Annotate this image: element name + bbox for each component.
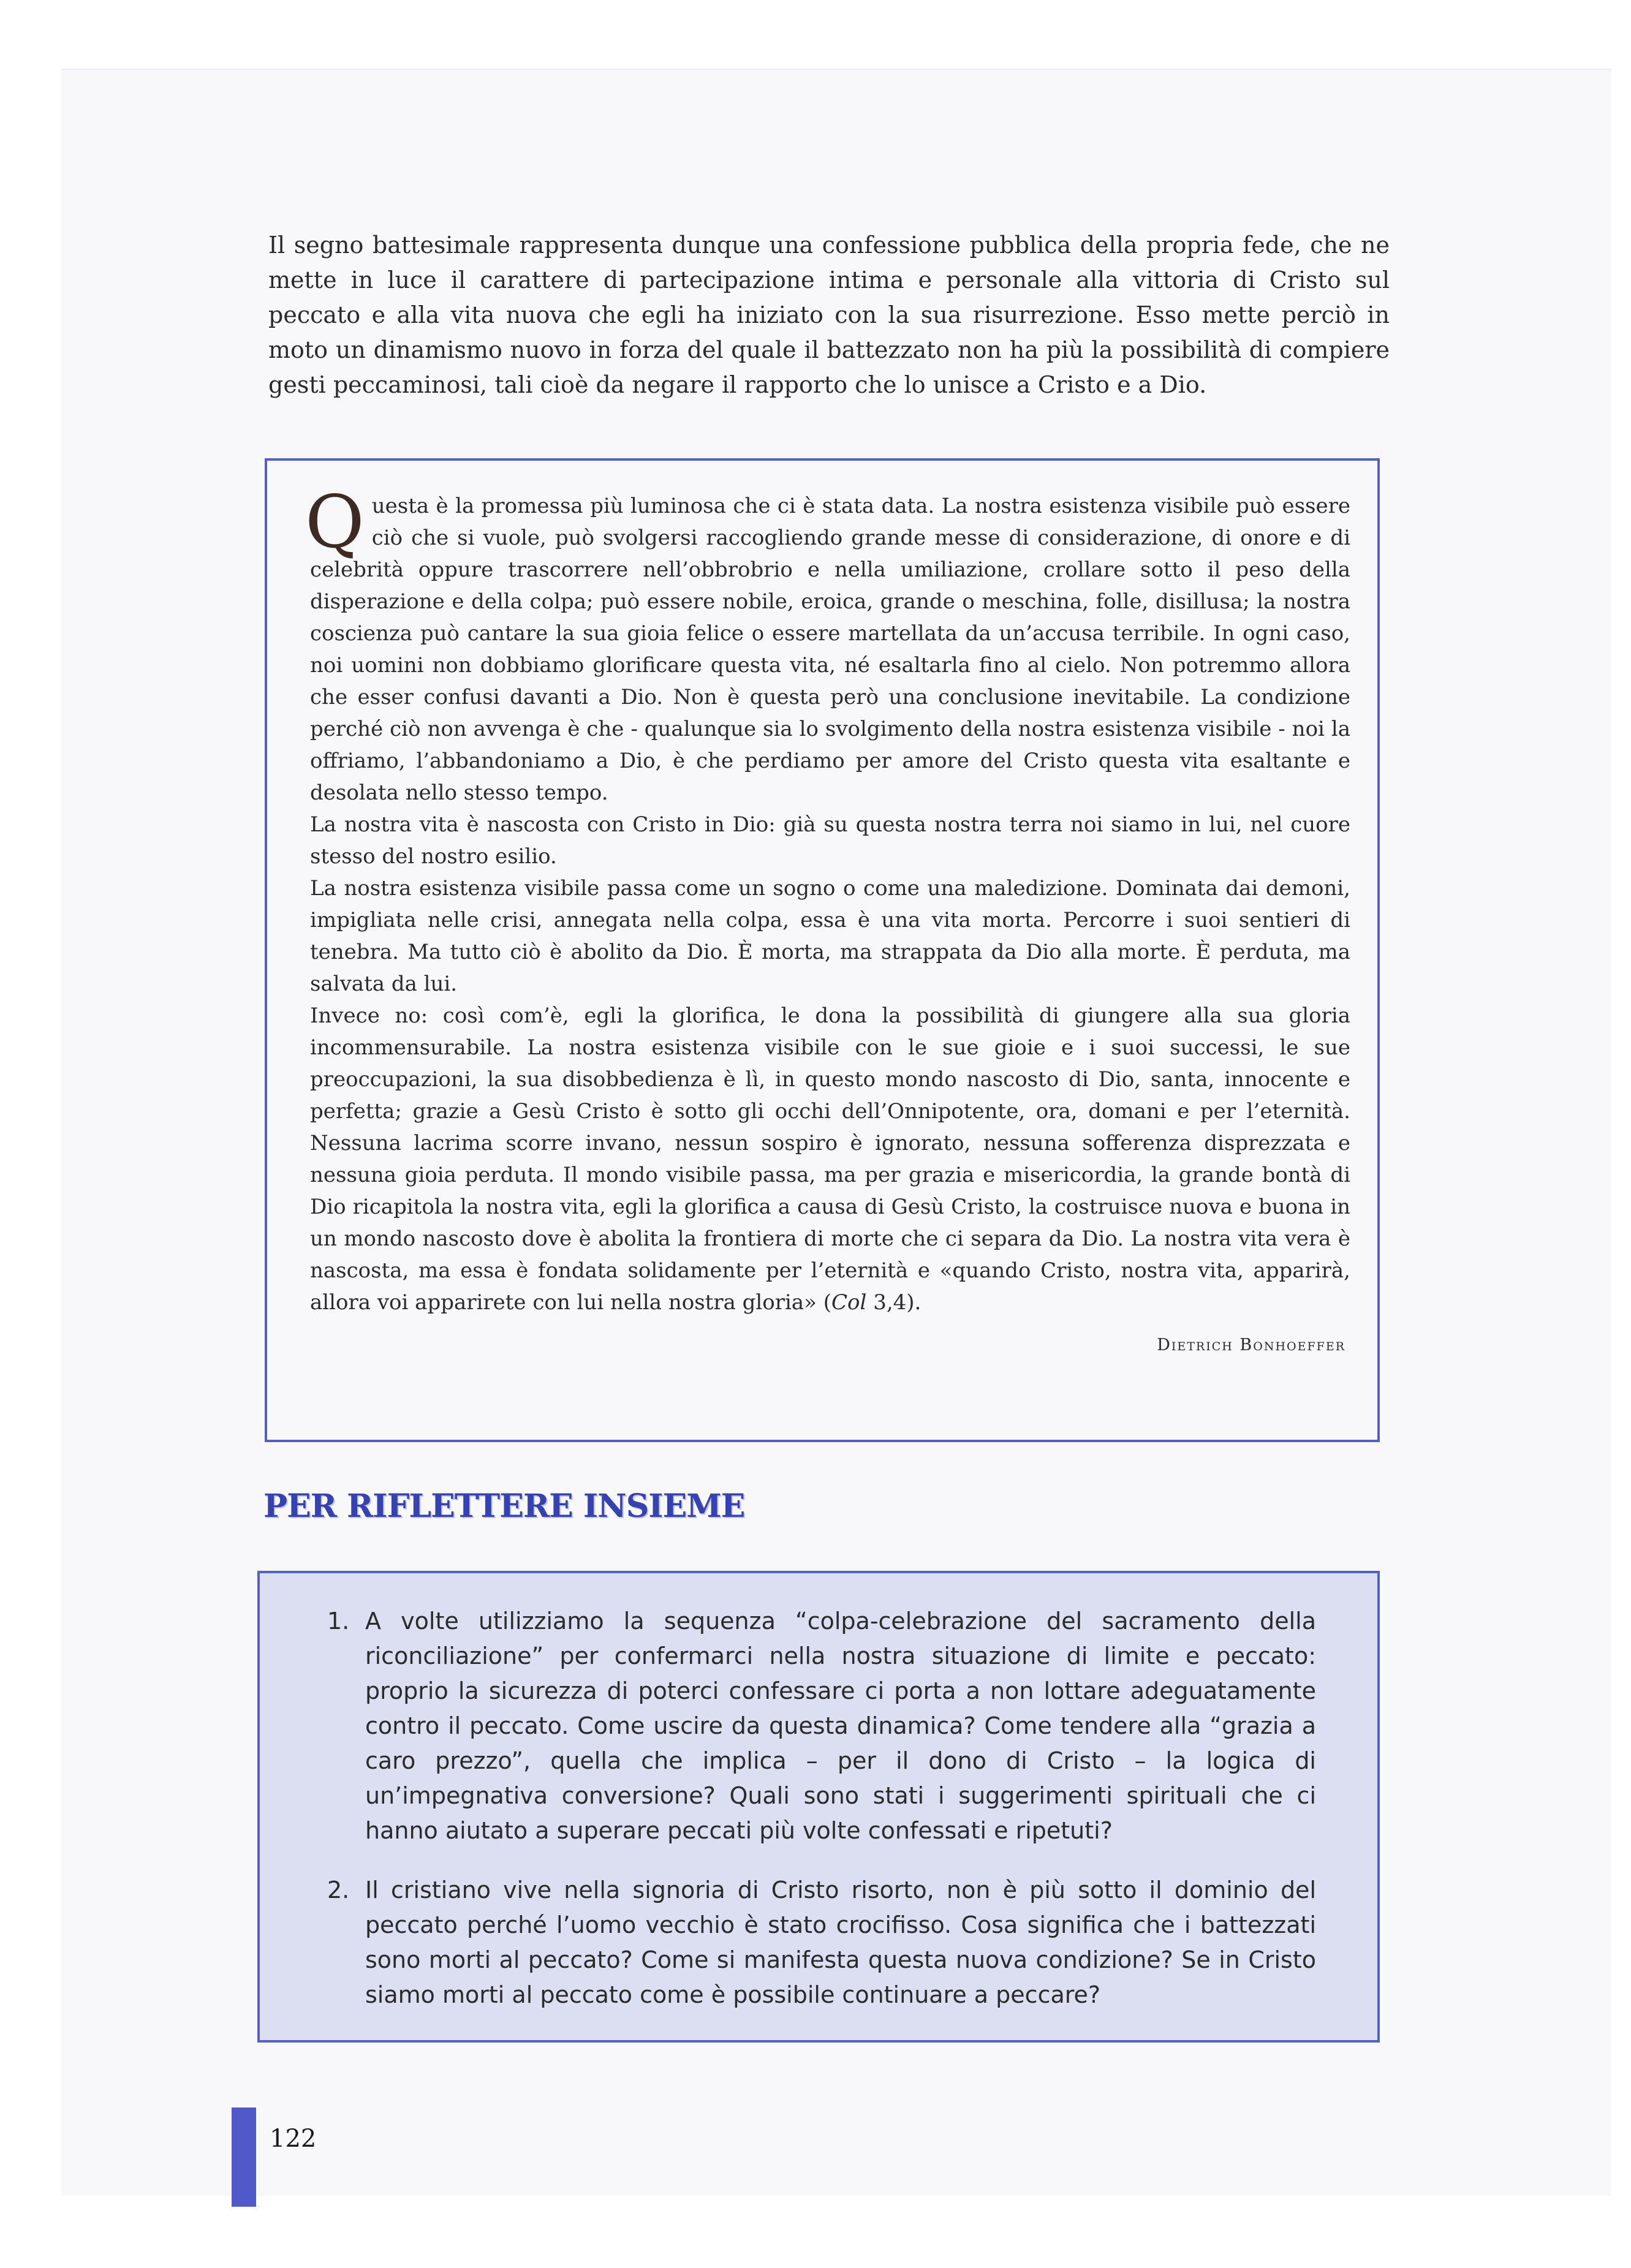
quote-paragraph-4 (310, 1000, 1350, 1318)
citation-ref: 3,4). (866, 1290, 921, 1315)
quote-paragraph-3: La nostra esistenza visibile passa come un sogno o come una maledizione. Dominata dai demoni, impigliata nelle crisi, annegata nella colpa, essa è una vita morta. Percorre i suoi sentieri di tenebra. Ma tutto ciò è abolito da Dio. È morta, ma strappata da Dio alla morte. È perduta, ma salvata da lui. (310, 876, 1350, 996)
question-number: 1. (327, 1608, 350, 1635)
drop-cap: Q (305, 480, 365, 564)
bonhoeffer-quote-box (265, 458, 1380, 1442)
quote-paragraph-1-text: uesta è la promessa più luminosa che ci è stata data. La nostra esistenza visibile può essere ciò che si vuole, può svolgersi raccogliendo grande messe di considerazione, di onore e di celebrità oppure trascorrere nell’obbrobrio e nella umiliazione, crollare sotto il peso della disperazione e della colpa; può essere nobile, eroica, grande o meschina, folle, disillusa; la nostra coscienza può cantare la sua gioia felice o essere martellata da un’accusa terribile. In ogni caso, noi uomini non dobbiamo glorificare questa vita, né esaltarla fino al cielo. Non potremmo allora che esser confusi davanti a Dio. Non è questa però una conclusione inevitabile. La condizione perché ciò non avvenga è che - qualunque sia lo svolgimento della nostra esistenza visibile - noi la offriamo, l’abbandoniamo a Dio, è che perdiamo per amore del Cristo questa vita esaltante e desolata nello stesso tempo. (310, 494, 1350, 805)
intro-paragraph: Il segno battesimale rappresenta dunque una confessione pubblica della propria fede, che ne mette in luce il carattere di partecipazione intima e personale alla vittoria di Cristo sul peccato e alla vita nuova che egli ha iniziato con la sua risurrezione. Esso mette perciò in moto un dinamismo nuovo in forza del quale il battezzato non ha più la possibilità di compiere gesti peccaminosi, tali cioè da negare il rapporto che lo unisce a Cristo e a Dio. (268, 232, 1390, 398)
quote-paragraph-4-text: Invece no: così com’è, egli la glorifica, le dona la possibilità di giungere alla sua gloria incommensurabile. La nostra esistenza visibile con le sue gioie e i suoi successi, le sue preoccupazioni, la sua disobbedienza è lì, in questo mondo nascosto di Dio, santa, innocente e perfetta; grazie a Gesù Cristo è sotto gli occhi dell’Onnipotente, ora, domani e per l’eternità. Nessuna lacrima scorre invano, nessun sospiro è ignorato, nessuna sofferenza disprezzata e nessuna gioia perduta. Il mondo visibile passa, ma per grazia e misericordia, la grande bontà di Dio ricapitola la nostra vita, egli la glorifica a causa di Gesù Cristo, la costruisce nuova e buona in un mondo nascosto dove è abolita la frontiera di morte che ci separa da Dio. La nostra vita vera è nascosta, ma essa è fondata solidamente per l’eternità e «quando Cristo, nostra vita, apparirà, allora voi apparirete con lui nella nostra gloria» ( (310, 1004, 1350, 1315)
question-text: Il cristiano vive nella signoria di Cristo risorto, non è più sotto il dominio del peccato perché l’uomo vecchio è stato crocifisso. Cosa significa che i battezzati sono morti al peccato? Come si manifesta questa nuova condizione? Se in Cristo siamo morti al peccato come è possibile continuare a peccare? (365, 1877, 1316, 2008)
section-heading: PER RIFLETTERE INSIEME (263, 1487, 745, 1525)
question-item (327, 1873, 1316, 2013)
quote-paragraph-2: La nostra vita è nascosta con Cristo in Dio: già su questa nostra terra noi siamo in lui, nel cuore stesso del nostro esilio. (310, 812, 1350, 869)
margin-color-bar (232, 2107, 256, 2207)
question-text: A volte utilizziamo la sequenza “colpa-celebrazione del sacramento della riconciliazione” per confermarci nella nostra situazione di limite e peccato: proprio la sicurezza di poterci confessare ci porta a non lottare adeguatamente contro il peccato. Come uscire da questa dinamica? Come tendere alla “grazia a caro prezzo”, quella che implica – per il dono di Cristo – la logica di un’impegnativa conversione? Quali sono stati i suggerimenti spirituali che ci hanno aiutato a superare peccati più volte confessati e ripetuti? (365, 1608, 1316, 1844)
reflection-questions-box (257, 1571, 1380, 2043)
citation-book: Col (831, 1290, 867, 1315)
questions-list (327, 1604, 1316, 2013)
page-number: 122 (270, 2125, 317, 2153)
quote-paragraph-1 (305, 480, 1350, 809)
quote-author: Dietrich Bonhoeffer (1157, 1336, 1345, 1355)
question-number: 2. (327, 1877, 350, 1903)
question-item (327, 1604, 1316, 1848)
